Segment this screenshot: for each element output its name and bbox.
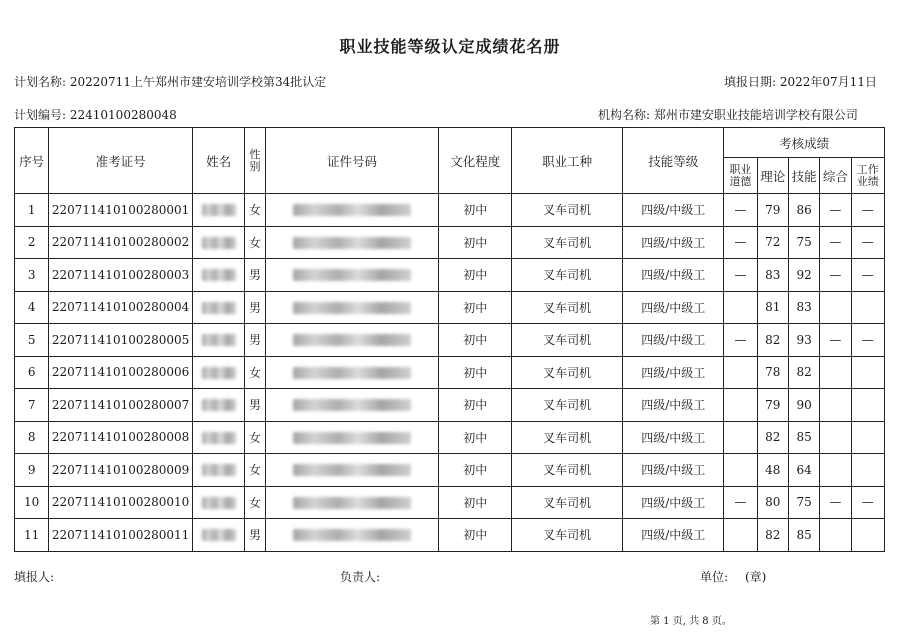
cell-education: 初中 xyxy=(439,421,512,454)
redacted-name xyxy=(202,204,236,216)
redacted-id-number xyxy=(293,302,411,314)
cell-skill: 83 xyxy=(788,291,819,324)
cell-skill: 93 xyxy=(788,324,819,357)
cell-skill-level: 四级/中级工 xyxy=(623,356,724,389)
cell-ethics: — xyxy=(724,259,757,292)
cell-performance: — xyxy=(851,486,884,519)
plan-name xyxy=(14,73,326,90)
header-theory: 理论 xyxy=(757,158,788,194)
cell-performance xyxy=(851,519,884,552)
cell-name-redacted xyxy=(192,486,245,519)
header-comprehensive: 综合 xyxy=(820,158,851,194)
header-seq: 序号 xyxy=(15,128,49,194)
cell-id-redacted xyxy=(265,421,439,454)
cell-performance xyxy=(851,356,884,389)
cell-theory: 83 xyxy=(757,259,788,292)
cell-theory: 80 xyxy=(757,486,788,519)
cell-seq: 7 xyxy=(15,389,49,422)
fill-date-label: 填报日期: xyxy=(724,75,777,89)
cell-theory: 72 xyxy=(757,226,788,259)
cell-performance: — xyxy=(851,324,884,357)
cell-name-redacted xyxy=(192,356,245,389)
fill-date-value: 2022年07月11日 xyxy=(779,75,877,89)
document-title: 职业技能等级认定成绩花名册 xyxy=(339,37,561,56)
cell-id-redacted xyxy=(265,259,439,292)
cell-id-redacted xyxy=(265,519,439,552)
cell-performance xyxy=(851,454,884,487)
redacted-name xyxy=(202,367,236,379)
cell-education: 初中 xyxy=(439,324,512,357)
cell-gender: 女 xyxy=(245,454,265,487)
redacted-id-number xyxy=(293,269,411,281)
organization-value: 郑州市建安职业技能培训学校有限公司 xyxy=(653,108,858,122)
table-row xyxy=(15,194,885,227)
cell-skill-level: 四级/中级工 xyxy=(623,291,724,324)
cell-name-redacted xyxy=(192,454,245,487)
cell-theory: 48 xyxy=(757,454,788,487)
table-row xyxy=(15,519,885,552)
cell-comprehensive xyxy=(820,356,851,389)
seal-label: (章) xyxy=(745,570,767,584)
cell-seq: 2 xyxy=(15,226,49,259)
cell-theory: 82 xyxy=(757,519,788,552)
cell-gender: 女 xyxy=(245,356,265,389)
cell-occupation: 叉车司机 xyxy=(512,454,623,487)
cell-occupation: 叉车司机 xyxy=(512,259,623,292)
cell-skill-level: 四级/中级工 xyxy=(623,486,724,519)
cell-theory: 78 xyxy=(757,356,788,389)
cell-comprehensive: — xyxy=(820,194,851,227)
organization-label: 机构名称: xyxy=(598,108,651,122)
cell-occupation: 叉车司机 xyxy=(512,194,623,227)
redacted-id-number xyxy=(293,464,411,476)
header-id-number: 证件号码 xyxy=(265,128,439,194)
cell-exam-number: 220711410100280009 xyxy=(49,454,192,487)
cell-name-redacted xyxy=(192,226,245,259)
cell-gender: 男 xyxy=(245,259,265,292)
redacted-name xyxy=(202,237,236,249)
cell-theory: 82 xyxy=(757,324,788,357)
cell-seq: 6 xyxy=(15,356,49,389)
header-exam-number: 准考证号 xyxy=(49,128,192,194)
cell-name-redacted xyxy=(192,519,245,552)
cell-education: 初中 xyxy=(439,519,512,552)
cell-ethics: — xyxy=(724,324,757,357)
cell-exam-number: 220711410100280002 xyxy=(49,226,192,259)
cell-seq: 10 xyxy=(15,486,49,519)
cell-gender: 女 xyxy=(245,486,265,519)
cell-ethics xyxy=(724,519,757,552)
filler-label: 填报人: xyxy=(14,570,55,584)
cell-ethics xyxy=(724,454,757,487)
cell-exam-number: 220711410100280007 xyxy=(49,389,192,422)
cell-skill-level: 四级/中级工 xyxy=(623,454,724,487)
fill-date xyxy=(724,73,877,90)
cell-seq: 8 xyxy=(15,421,49,454)
redacted-id-number xyxy=(293,204,411,216)
cell-skill: 90 xyxy=(788,389,819,422)
cell-exam-number: 220711410100280001 xyxy=(49,194,192,227)
redacted-id-number xyxy=(293,367,411,379)
cell-performance: — xyxy=(851,194,884,227)
cell-education: 初中 xyxy=(439,356,512,389)
cell-occupation: 叉车司机 xyxy=(512,519,623,552)
cell-performance: — xyxy=(851,226,884,259)
cell-name-redacted xyxy=(192,259,245,292)
cell-gender: 男 xyxy=(245,291,265,324)
cell-seq: 11 xyxy=(15,519,49,552)
cell-ethics xyxy=(724,421,757,454)
cell-skill: 86 xyxy=(788,194,819,227)
table-row xyxy=(15,454,885,487)
redacted-name xyxy=(202,497,236,509)
cell-skill: 82 xyxy=(788,356,819,389)
plan-number-value: 22410100280048 xyxy=(69,108,177,122)
cell-skill: 92 xyxy=(788,259,819,292)
cell-comprehensive xyxy=(820,519,851,552)
unit-label: 单位: xyxy=(700,570,729,584)
cell-skill: 64 xyxy=(788,454,819,487)
cell-occupation: 叉车司机 xyxy=(512,486,623,519)
cell-exam-number: 220711410100280008 xyxy=(49,421,192,454)
cell-exam-number: 220711410100280005 xyxy=(49,324,192,357)
cell-seq: 9 xyxy=(15,454,49,487)
cell-skill: 85 xyxy=(788,421,819,454)
cell-occupation: 叉车司机 xyxy=(512,356,623,389)
table-row xyxy=(15,226,885,259)
cell-gender: 男 xyxy=(245,519,265,552)
cell-exam-number: 220711410100280010 xyxy=(49,486,192,519)
cell-id-redacted xyxy=(265,356,439,389)
cell-occupation: 叉车司机 xyxy=(512,291,623,324)
cell-occupation: 叉车司机 xyxy=(512,389,623,422)
redacted-name xyxy=(202,432,236,444)
cell-gender: 女 xyxy=(245,421,265,454)
redacted-id-number xyxy=(293,237,411,249)
cell-education: 初中 xyxy=(439,194,512,227)
redacted-id-number xyxy=(293,399,411,411)
cell-id-redacted xyxy=(265,226,439,259)
cell-ethics: — xyxy=(724,486,757,519)
cell-skill-level: 四级/中级工 xyxy=(623,226,724,259)
plan-number xyxy=(14,106,177,123)
responsible-label: 负责人: xyxy=(340,570,381,584)
cell-skill-level: 四级/中级工 xyxy=(623,421,724,454)
header-gender: 性别 xyxy=(245,128,265,194)
cell-theory: 79 xyxy=(757,389,788,422)
cell-comprehensive: — xyxy=(820,226,851,259)
cell-name-redacted xyxy=(192,291,245,324)
cell-comprehensive xyxy=(820,291,851,324)
cell-gender: 男 xyxy=(245,324,265,357)
cell-seq: 3 xyxy=(15,259,49,292)
organization xyxy=(598,106,858,123)
header-skill-level: 技能等级 xyxy=(623,128,724,194)
cell-performance xyxy=(851,421,884,454)
redacted-name xyxy=(202,529,236,541)
cell-theory: 82 xyxy=(757,421,788,454)
cell-id-redacted xyxy=(265,389,439,422)
cell-performance xyxy=(851,389,884,422)
cell-ethics xyxy=(724,389,757,422)
cell-seq: 5 xyxy=(15,324,49,357)
cell-education: 初中 xyxy=(439,389,512,422)
cell-theory: 81 xyxy=(757,291,788,324)
redacted-name xyxy=(202,399,236,411)
cell-education: 初中 xyxy=(439,454,512,487)
plan-name-label: 计划名称: xyxy=(14,75,67,89)
cell-ethics xyxy=(724,356,757,389)
cell-occupation: 叉车司机 xyxy=(512,421,623,454)
table-row xyxy=(15,421,885,454)
header-ethics: 职业道德 xyxy=(724,158,757,194)
cell-exam-number: 220711410100280004 xyxy=(49,291,192,324)
cell-skill: 85 xyxy=(788,519,819,552)
cell-performance: — xyxy=(851,259,884,292)
cell-education: 初中 xyxy=(439,226,512,259)
redacted-id-number xyxy=(293,432,411,444)
table-row xyxy=(15,486,885,519)
page-indicator: 第 1 页, 共 8 页。 xyxy=(650,616,732,627)
redacted-name xyxy=(202,464,236,476)
cell-education: 初中 xyxy=(439,291,512,324)
cell-skill-level: 四级/中级工 xyxy=(623,324,724,357)
cell-name-redacted xyxy=(192,324,245,357)
cell-gender: 男 xyxy=(245,389,265,422)
redacted-name xyxy=(202,334,236,346)
cell-ethics: — xyxy=(724,194,757,227)
cell-id-redacted xyxy=(265,194,439,227)
cell-skill: 75 xyxy=(788,486,819,519)
redacted-name xyxy=(202,302,236,314)
cell-name-redacted xyxy=(192,421,245,454)
cell-occupation: 叉车司机 xyxy=(512,324,623,357)
cell-name-redacted xyxy=(192,194,245,227)
cell-comprehensive: — xyxy=(820,486,851,519)
cell-skill-level: 四级/中级工 xyxy=(623,389,724,422)
header-scores: 考核成绩 xyxy=(724,128,885,158)
table-row xyxy=(15,389,885,422)
redacted-id-number xyxy=(293,334,411,346)
cell-skill-level: 四级/中级工 xyxy=(623,194,724,227)
cell-performance xyxy=(851,291,884,324)
redacted-name xyxy=(202,269,236,281)
cell-comprehensive: — xyxy=(820,259,851,292)
cell-seq: 4 xyxy=(15,291,49,324)
header-name: 姓名 xyxy=(192,128,245,194)
cell-occupation: 叉车司机 xyxy=(512,226,623,259)
redacted-id-number xyxy=(293,497,411,509)
table-row xyxy=(15,291,885,324)
plan-name-value: 20220711上午郑州市建安培训学校第34批认定 xyxy=(69,75,327,89)
cell-id-redacted xyxy=(265,291,439,324)
cell-education: 初中 xyxy=(439,486,512,519)
cell-skill-level: 四级/中级工 xyxy=(623,519,724,552)
redacted-id-number xyxy=(293,529,411,541)
header-skill: 技能 xyxy=(788,158,819,194)
cell-name-redacted xyxy=(192,389,245,422)
header-education: 文化程度 xyxy=(439,128,512,194)
cell-ethics: — xyxy=(724,226,757,259)
cell-ethics xyxy=(724,291,757,324)
cell-comprehensive xyxy=(820,454,851,487)
cell-exam-number: 220711410100280006 xyxy=(49,356,192,389)
header-occupation: 职业工种 xyxy=(512,128,623,194)
cell-exam-number: 220711410100280011 xyxy=(49,519,192,552)
cell-id-redacted xyxy=(265,324,439,357)
table-row xyxy=(15,324,885,357)
cell-comprehensive xyxy=(820,389,851,422)
cell-theory: 79 xyxy=(757,194,788,227)
cell-gender: 女 xyxy=(245,226,265,259)
cell-comprehensive xyxy=(820,421,851,454)
cell-skill: 75 xyxy=(788,226,819,259)
table-row xyxy=(15,356,885,389)
cell-exam-number: 220711410100280003 xyxy=(49,259,192,292)
cell-id-redacted xyxy=(265,486,439,519)
cell-gender: 女 xyxy=(245,194,265,227)
cell-education: 初中 xyxy=(439,259,512,292)
cell-comprehensive: — xyxy=(820,324,851,357)
score-roster-table xyxy=(14,127,885,552)
table-row xyxy=(15,259,885,292)
plan-number-label: 计划编号: xyxy=(14,108,67,122)
header-performance: 工作业绩 xyxy=(851,158,884,194)
cell-skill-level: 四级/中级工 xyxy=(623,259,724,292)
cell-id-redacted xyxy=(265,454,439,487)
cell-seq: 1 xyxy=(15,194,49,227)
